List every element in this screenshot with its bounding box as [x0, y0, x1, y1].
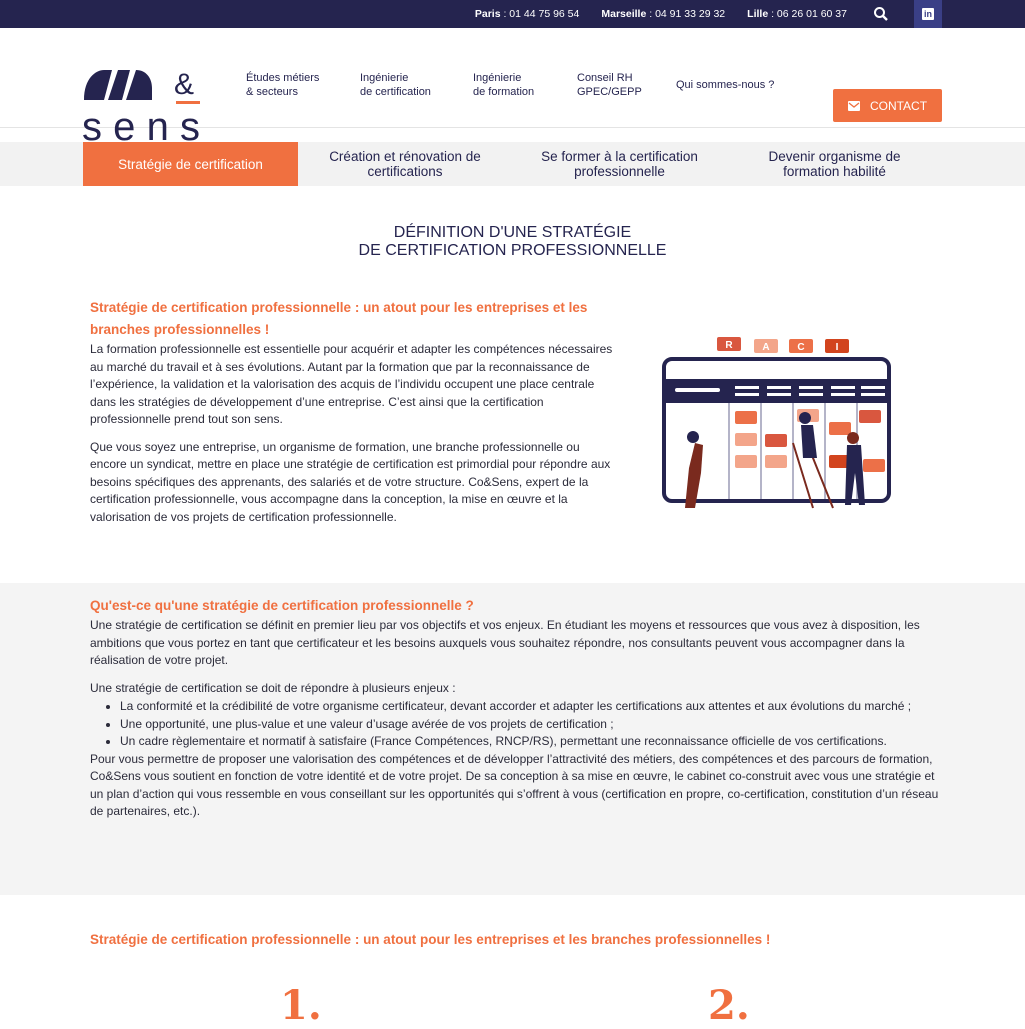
page-title: DÉFINITION D'UNE STRATÉGIE DE CERTIFICATION PROFESSIONNELLE	[358, 224, 667, 259]
search-icon[interactable]	[873, 6, 889, 22]
number: : 01 44 75 96 54	[500, 8, 580, 20]
list-item: • Un cadre règlementaire et normatif à satisfaire (France Compétences, RNCP/RS), permettant une reconnaissance officielle de vos certifications.	[120, 733, 940, 751]
section-intro	[90, 297, 615, 536]
section-heading: Qu'est-ce qu'une stratégie de certification professionnelle ?	[90, 598, 474, 613]
section-definition	[0, 583, 1025, 895]
tab-strategie-certification[interactable]: Stratégie de certification	[83, 142, 298, 186]
number: : 04 91 33 29 32	[646, 8, 726, 20]
section-heading: Stratégie de certification professionnelle : un atout pour les entreprises et les branches professionnelles !	[90, 932, 771, 947]
linkedin-button[interactable]	[914, 0, 942, 28]
step-number-1: 1.	[280, 982, 322, 1029]
phone-marseille[interactable]	[601, 8, 725, 20]
paragraph: Que vous soyez une entreprise, un organisme de formation, une branche professionnelle ou encore un syndicat, mettre en place une stratégie de certification est primordial pour répondre aux besoins spécifiques des apprenants, des salariés et de votre structure. Co&Sens, expert de la certification professionnelle, vous accompagne dans la conception, la mise en œuvre et la valorisation de vos projets de certification professionnelle.	[90, 439, 611, 524]
svg-text:sens: sens	[82, 105, 200, 142]
svg-text:A: A	[762, 342, 770, 353]
tab-se-former[interactable]: Se former à la certification professionnelle	[541, 149, 698, 179]
main-nav	[246, 64, 774, 106]
sub-tabs	[0, 142, 1025, 186]
issues-list	[120, 698, 940, 751]
city: Paris	[474, 8, 501, 20]
linkedin-icon: in	[924, 9, 932, 19]
svg-text:&: &	[174, 68, 195, 101]
nav-ingenierie-certification[interactable]: Ingénierie de certification	[360, 72, 431, 98]
phone-paris[interactable]	[475, 8, 580, 20]
paragraph: La formation professionnelle est essentielle pour acquérir et adapter les compétences nécessaires au marché du travail et à ses évolutions. Autant par la formation que par la reconnaissance de l’expérience, la validation et la valorisation des acquis de l’individu occupent une place centrale dans les stratégies de développement d’une entreprise. C’est ainsi que la certification professionnelle prend tout son sens.	[90, 342, 613, 426]
svg-text:R: R	[725, 340, 733, 351]
nav-ingenierie-formation[interactable]: Ingénierie de formation	[473, 72, 535, 98]
tab-creation-renovation[interactable]: Création et rénovation de certifications	[329, 149, 481, 179]
svg-text:I: I	[835, 342, 839, 353]
envelope-icon	[848, 101, 860, 111]
nav-etudes-metiers[interactable]: Études métiers & secteurs	[246, 72, 320, 98]
city: Marseille	[601, 8, 647, 20]
section-heading: Stratégie de certification professionnelle : un atout pour les entreprises et les branches professionnelles !	[90, 300, 588, 337]
list-item: • La conformité et la crédibilité de votre organisme certificateur, devant accorder et adapter les certifications aux attentes et aux évolutions du marché ;	[120, 698, 940, 716]
list-item: • Une opportunité, une plus-value et une valeur d’usage avérée de vos projets de certification ;	[120, 716, 940, 734]
top-bar	[0, 0, 1025, 28]
tab-devenir-organisme[interactable]: Devenir organisme de formation habilité	[768, 149, 901, 179]
logo[interactable]	[82, 68, 202, 142]
header	[0, 28, 1025, 142]
svg-text:C: C	[797, 342, 805, 353]
paragraph: Une stratégie de certification se définit en premier lieu par vos objectifs et vos enjeux. En étudiant les moyens et ressources que vous avez à disposition, les ambitions que vous portez en tant que certificateur et les besoins auxquels vous souhaitez répondre, nos consultants peuvent vous accompagner dans la réalisation de votre projet.	[90, 618, 920, 667]
step-number-2: 2.	[708, 982, 750, 1029]
phone-list	[475, 8, 847, 20]
number: : 06 26 01 60 37	[768, 8, 847, 20]
contact-label: CONTACT	[869, 98, 928, 113]
phone-lille[interactable]	[747, 8, 847, 20]
city: Lille	[747, 8, 769, 20]
nav-conseil-rh[interactable]: Conseil RH GPEC/GEPP	[577, 72, 642, 98]
raci-illustration	[655, 333, 900, 518]
nav-qui-sommes-nous[interactable]: Qui sommes-nous ?	[676, 79, 775, 91]
paragraph: Pour vous permettre de proposer une valorisation des compétences et de développer l’attractivité des métiers, des compétences et des parcours de formation, Co&Sens vous soutient en fonction de votre identité et de votre projet. De sa conception à sa mise en œuvre, le cabinet co-construit avec vous une stratégie et un plan d’action qui vous ressemble en vous conseillant sur les opportunités qui s’offrent à vous (certification en propre, co-certification, constitution d’un réseau de partenaires, etc.).	[90, 751, 939, 818]
paragraph: Une stratégie de certification se doit de répondre à plusieurs enjeux :	[90, 680, 456, 695]
contact-button[interactable]	[833, 89, 942, 122]
